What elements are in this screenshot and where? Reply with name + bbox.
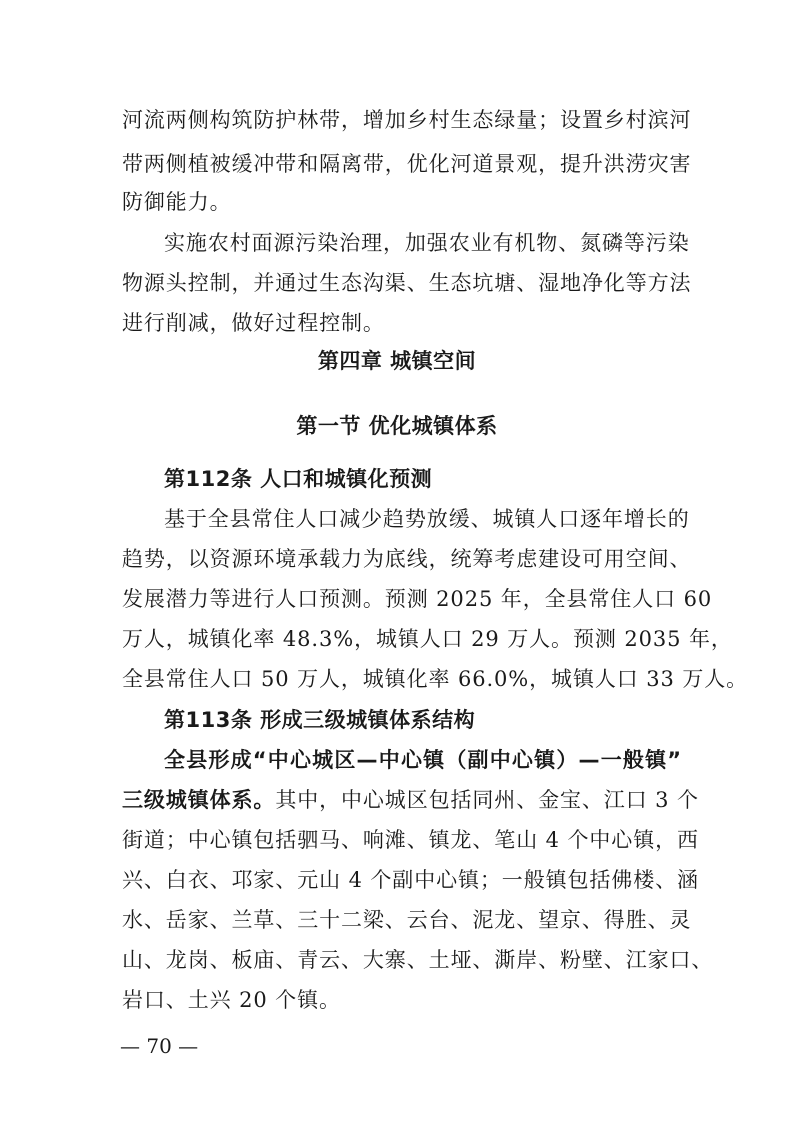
paragraph-line: 物源头控制，并通过生态沟渠、生态坑塘、湿地净化等方法 bbox=[122, 271, 692, 295]
paragraph-line-bold: 全县形成“中心城区—中心镇（副中心镇）—一般镇” bbox=[164, 748, 682, 772]
paragraph-bold-prefix: 三级城镇体系。 bbox=[122, 788, 276, 812]
paragraph-line: 水、岳家、兰草、三十二梁、云台、泥龙、望京、得胜、灵 bbox=[122, 908, 692, 932]
paragraph-line: 趋势，以资源环境承载力为底线，统筹考虑建设可用空间、 bbox=[122, 547, 692, 571]
paragraph-line: 街道；中心镇包括驷马、响滩、镇龙、笔山 4 个中心镇，西 bbox=[122, 828, 699, 852]
paragraph-line: 发展潜力等进行人口预测。预测 2025 年，全县常住人口 60 bbox=[122, 587, 713, 611]
section-title: 第一节 优化城镇体系 bbox=[296, 414, 498, 438]
paragraph-line: 实施农村面源污染治理，加强农业有机物、氮磷等污染 bbox=[164, 231, 690, 255]
article-heading: 第112条 人口和城镇化预测 bbox=[164, 467, 433, 491]
paragraph-line: 基于全县常住人口减少趋势放缓、城镇人口逐年增长的 bbox=[164, 507, 690, 531]
paragraph-line: 岩口、土兴 20 个镇。 bbox=[122, 988, 341, 1012]
paragraph-line: 万人，城镇化率 48.3%，城镇人口 29 万人。预测 2035 年， bbox=[122, 627, 733, 651]
page-number: — 70 — bbox=[120, 1034, 199, 1058]
paragraph-line: 河流两侧构筑防护林带，增加乡村生态绿量；设置乡村滨河 bbox=[122, 108, 692, 132]
paragraph-line: 防御能力。 bbox=[122, 190, 232, 214]
paragraph-line bbox=[122, 786, 699, 814]
paragraph-line: 进行削减，做好过程控制。 bbox=[122, 311, 385, 335]
paragraph-line: 带两侧植被缓冲带和隔离带，优化河道景观，提升洪涝灾害 bbox=[122, 152, 692, 176]
chapter-title: 第四章 城镇空间 bbox=[317, 349, 477, 373]
paragraph-line: 山、龙岗、板庙、青云、大寨、土垭、澌岸、粉壁、江家口、 bbox=[122, 948, 714, 972]
paragraph-line: 兴、白衣、邛家、元山 4 个副中心镇；一般镇包括佛楼、涵 bbox=[122, 868, 699, 892]
paragraph-line: 全县常住人口 50 万人，城镇化率 66.0%，城镇人口 33 万人。 bbox=[122, 667, 749, 691]
article-heading: 第113条 形成三级城镇体系结构 bbox=[164, 708, 476, 732]
paragraph-text: 其中，中心城区包括同州、金宝、江口 3 个 bbox=[275, 788, 699, 812]
